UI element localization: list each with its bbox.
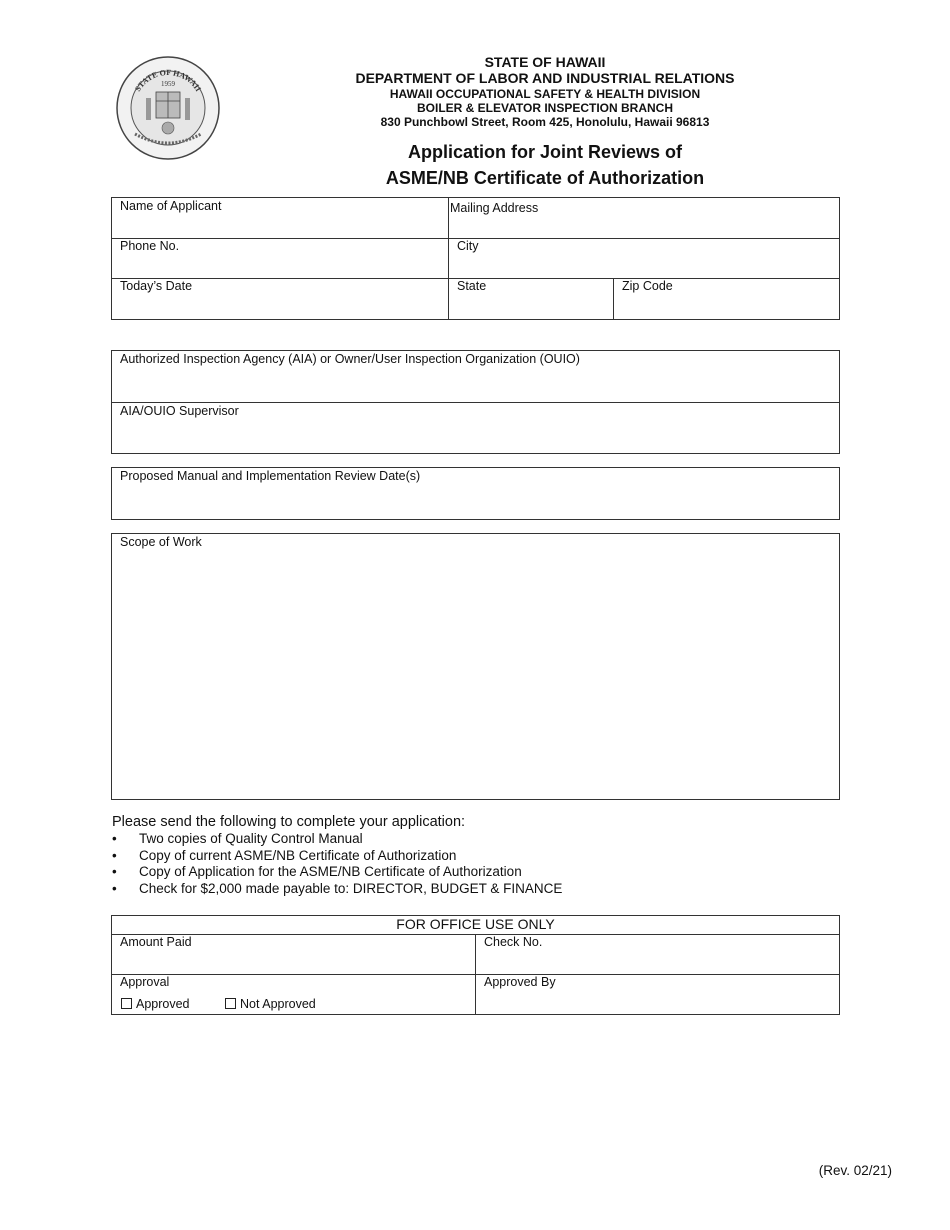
scope-of-work-label: Scope of Work bbox=[120, 535, 202, 549]
todays-date-label: Today’s Date bbox=[120, 279, 193, 293]
approved-by-field[interactable] bbox=[476, 975, 839, 1014]
supervisor-field[interactable] bbox=[112, 403, 839, 453]
bullet-mark: • bbox=[112, 864, 117, 880]
supervisor-label: AIA/OUIO Supervisor bbox=[120, 404, 239, 418]
instructions-intro: Please send the following to complete your application: bbox=[112, 814, 466, 830]
list-item: • Copy of current ASME/NB Certificate of Authorization bbox=[112, 847, 457, 863]
approved-by-label: Approved By bbox=[484, 975, 556, 989]
applicant-info-table bbox=[111, 197, 840, 320]
agency-table bbox=[111, 350, 840, 454]
amount-paid-field[interactable] bbox=[112, 935, 475, 974]
header-state: STATE OF HAWAII bbox=[484, 54, 606, 70]
svg-text:STATE OF HAWAII: STATE OF HAWAII bbox=[133, 67, 203, 94]
svg-text:1959: 1959 bbox=[161, 80, 175, 88]
city-label: City bbox=[457, 239, 479, 253]
approval-label: Approval bbox=[120, 975, 170, 989]
header-address: 830 Punchbowl Street, Room 425, Honolulu, Hawaii 96813 bbox=[380, 115, 710, 129]
approved-checkbox[interactable]: Approved bbox=[121, 997, 190, 1011]
header-division: HAWAII OCCUPATIONAL SAFETY & HEALTH DIVISION bbox=[389, 87, 701, 101]
zip-code-field[interactable] bbox=[614, 279, 839, 319]
office-use-title: FOR OFFICE USE ONLY bbox=[396, 916, 555, 932]
approval-field bbox=[112, 975, 475, 1014]
aia-ouio-field[interactable] bbox=[112, 351, 839, 402]
instructions-list bbox=[112, 831, 562, 897]
form-title-line1: Application for Joint Reviews of bbox=[407, 142, 683, 162]
check-no-label: Check No. bbox=[484, 935, 543, 949]
form-title-line2: ASME/NB Certificate of Authorization bbox=[385, 168, 705, 188]
header-department: DEPARTMENT OF LABOR AND INDUSTRIAL RELATIONS bbox=[355, 70, 735, 86]
city-field[interactable] bbox=[449, 239, 839, 278]
aia-ouio-label: Authorized Inspection Agency (AIA) or Owner/User Inspection Organization (OUIO) bbox=[120, 352, 580, 366]
review-dates-field[interactable] bbox=[111, 467, 840, 520]
scope-of-work-field[interactable] bbox=[111, 533, 840, 800]
zip-code-label: Zip Code bbox=[622, 279, 673, 293]
checkbox-icon bbox=[225, 998, 236, 1009]
state-label: State bbox=[457, 279, 487, 293]
todays-date-field[interactable] bbox=[112, 279, 448, 319]
phone-field[interactable] bbox=[112, 239, 448, 278]
mailing-address-label: Mailing Address bbox=[450, 201, 539, 215]
checkbox-icon bbox=[121, 998, 132, 1009]
bullet-mark: • bbox=[112, 831, 117, 846]
header-branch: BOILER & ELEVATOR INSPECTION BRANCH bbox=[416, 101, 673, 115]
state-seal-logo bbox=[113, 56, 223, 160]
list-item: • Check for $2,000 made payable to: DIRECTOR, BUDGET & FINANCE bbox=[112, 880, 563, 896]
name-of-applicant-field[interactable] bbox=[112, 198, 448, 238]
office-use-table bbox=[111, 915, 840, 1015]
list-item: • Copy of Application for the ASME/NB Certificate of Authorization bbox=[112, 864, 522, 880]
review-dates-label: Proposed Manual and Implementation Review Date(s) bbox=[120, 469, 421, 483]
list-item: • Two copies of Quality Control Manual bbox=[112, 831, 363, 846]
bullet-mark: • bbox=[112, 880, 117, 896]
mailing-address-field[interactable] bbox=[449, 198, 839, 238]
phone-label: Phone No. bbox=[120, 239, 180, 253]
check-no-field[interactable] bbox=[476, 935, 839, 974]
name-of-applicant-label: Name of Applicant bbox=[120, 199, 222, 213]
bullet-mark: • bbox=[112, 847, 117, 863]
not-approved-checkbox[interactable]: Not Approved bbox=[225, 997, 316, 1011]
state-field[interactable] bbox=[449, 279, 613, 319]
revision-note: (Rev. 02/21) bbox=[818, 1163, 892, 1178]
amount-paid-label: Amount Paid bbox=[120, 935, 192, 949]
